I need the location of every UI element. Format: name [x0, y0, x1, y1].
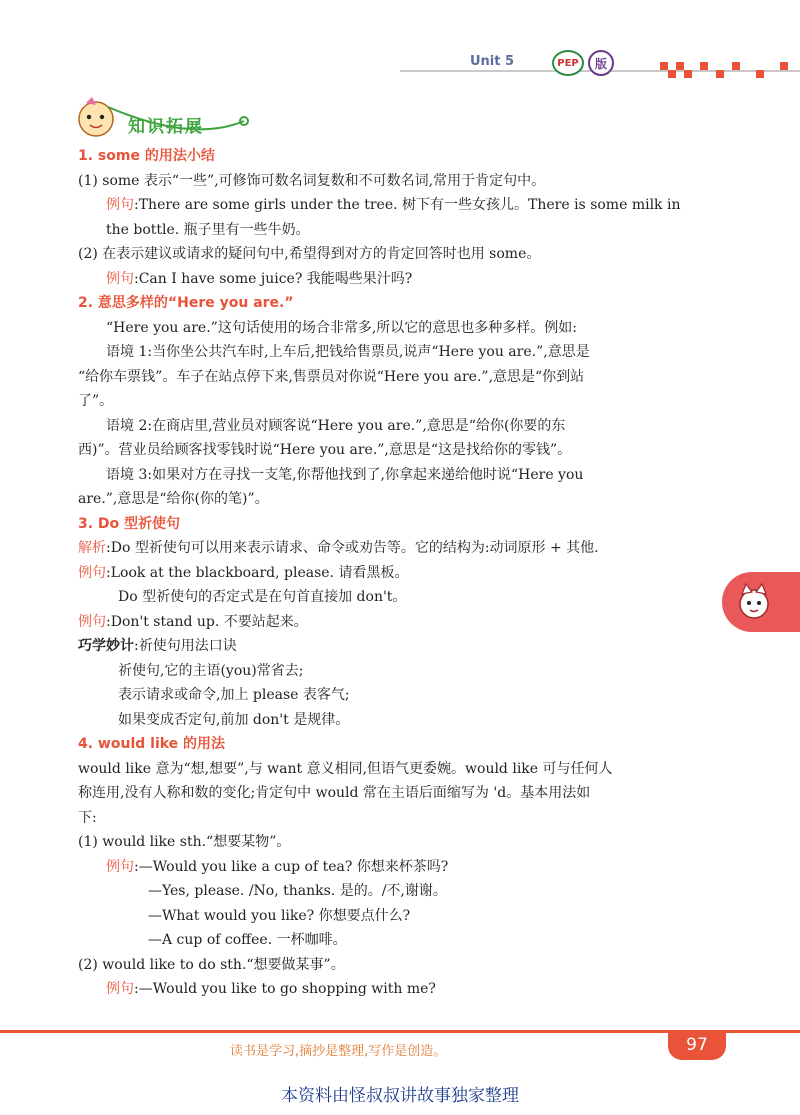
- unit-label: Unit 5: [470, 54, 515, 69]
- text-line: 祈使句,它的主语(you)常省去;: [118, 662, 304, 679]
- text-line: 西)”。营业员给顾客找零钱时说“Here you are.”,意思是“这是找给你的零钱”。: [78, 442, 572, 458]
- text-line: 语境 2:在商店里,营业员对顾客说“Here you are.”,意思是“给你(你要的东: [106, 417, 566, 434]
- section-heading: 3. Do 型祈使句: [78, 515, 181, 532]
- section-banner-title: 知识拓展: [128, 117, 204, 137]
- text-line: [78, 267, 728, 292]
- line-lead: 例句: [106, 858, 134, 875]
- text-line: 下:: [78, 809, 97, 826]
- text-line: 如果变成否定句,前加 don't 是规律。: [118, 711, 350, 728]
- text-line: [78, 561, 728, 586]
- text-line: (2) 在表示建议或请求的疑问句中,希望得到对方的肯定回答时也用 some。: [78, 246, 541, 262]
- checker-decoration: [660, 62, 800, 78]
- side-mascot-tab: [722, 572, 800, 632]
- edition-badge: 版: [588, 50, 614, 76]
- text-line: (2) would like to do sth.“想要做某事”。: [78, 956, 345, 973]
- text-line: [78, 536, 728, 561]
- text-line: Do 型祈使句的否定式是在句首直接加 don't。: [118, 589, 407, 605]
- text-line: 语境 1:当你坐公共汽车时,上车后,把钱给售票员,说声“Here you are.”,意思是: [106, 344, 590, 360]
- text-line: [78, 610, 728, 635]
- line-rest: :Don't stand up. 不要站起来。: [106, 613, 308, 630]
- text-line: 了”。: [78, 393, 114, 409]
- text-line: (1) would like sth.“想要某物”。: [78, 834, 291, 850]
- source-note: 本资料由怪叔叔讲故事独家整理: [281, 1086, 519, 1106]
- section-heading: 1. some 的用法小结: [78, 148, 215, 164]
- knowledge-content: [78, 144, 728, 1002]
- text-line: —What would you like? 你想要点什么?: [148, 907, 411, 924]
- section-heading: 2. 意思多样的“Here you are.”: [78, 295, 294, 311]
- line-lead: 例句: [78, 564, 106, 581]
- text-line: 称连用,没有人称和数的变化;肯定句中 would 常在主语后面缩写为 'd。基本用法如: [78, 785, 591, 801]
- mascot-face-icon: [734, 582, 774, 622]
- page-header: [0, 0, 800, 92]
- text-line: —A cup of coffee. 一杯咖啡。: [148, 932, 347, 948]
- line-rest: :Look at the blackboard, please. 请看黑板。: [106, 564, 409, 581]
- line-lead: 解析: [78, 540, 106, 556]
- line-rest: :祈使句用法口诀: [134, 638, 237, 654]
- text-line: [78, 977, 728, 1002]
- page-number: 97: [668, 1030, 726, 1060]
- footer-motto: 读书是学习,摘抄是整理,写作是创造。: [230, 1044, 447, 1059]
- text-line: —Yes, please. /No, thanks. 是的。/不,谢谢。: [148, 883, 447, 899]
- text-line: (1) some 表示“一些”,可修饰可数名词复数和不可数名词,常用于肯定句中。: [78, 172, 546, 189]
- line-rest: :—Would you like a cup of tea? 你想来杯茶吗?: [134, 858, 449, 875]
- line-rest: :There are some girls under the tree. 树下有一些女孩儿。There is some milk in: [134, 197, 681, 213]
- text-line: [78, 193, 728, 218]
- text-line: are.”,意思是“给你(你的笔)”。: [78, 491, 269, 507]
- line-rest: :—Would you like to go shopping with me?: [134, 981, 436, 997]
- text-line: would like 意为“想,想要”,与 want 意义相同,但语气更委婉。would like 可与任何人: [78, 760, 613, 777]
- line-lead: 例句: [106, 270, 134, 287]
- text-line: the bottle. 瓶子里有一些牛奶。: [106, 221, 310, 238]
- text-line: [78, 634, 728, 659]
- line-rest: :Do 型祈使句可以用来表示请求、命令或劝告等。它的结构为:动词原形 + 其他.: [106, 540, 599, 556]
- text-line: “Here you are.”这句话使用的场合非常多,所以它的意思也多种多样。例如:: [106, 319, 577, 336]
- pep-badge: PEP: [552, 50, 584, 76]
- text-line: 表示请求或命令,加上 please 表客气;: [118, 687, 350, 703]
- line-lead: 例句: [106, 197, 134, 213]
- line-rest: :Can I have some juice? 我能喝些果汁吗?: [134, 270, 413, 287]
- line-lead: 巧学妙计: [78, 638, 134, 654]
- text-line: 语境 3:如果对方在寻找一支笔,你帮他找到了,你拿起来递给他时说“Here you: [106, 466, 584, 483]
- line-lead: 例句: [106, 981, 134, 997]
- text-line: “给你车票钱”。车子在站点停下来,售票员对你说“Here you are.”,意思是“你到站: [78, 368, 585, 385]
- section-heading: 4. would like 的用法: [78, 736, 226, 752]
- line-lead: 例句: [78, 613, 106, 630]
- text-line: [78, 855, 728, 880]
